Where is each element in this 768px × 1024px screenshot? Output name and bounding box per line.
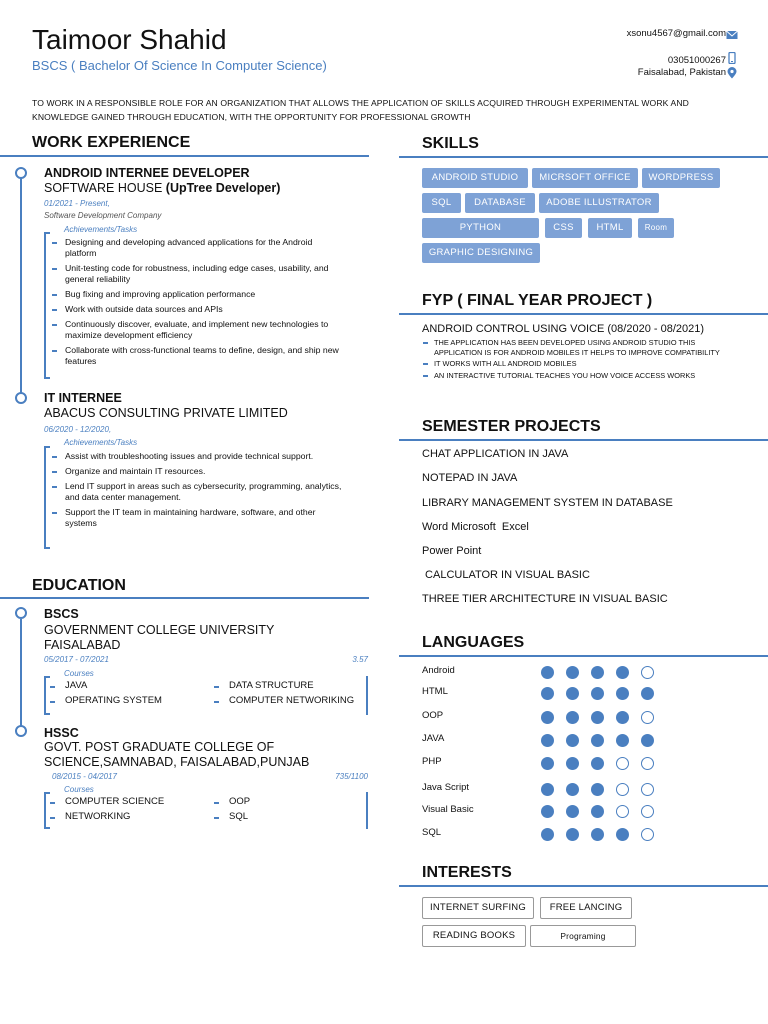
semester-projects-heading: SEMESTER PROJECTS [422, 418, 601, 435]
education-grade: 735/1100 [335, 772, 368, 781]
level-dot-filled [591, 805, 604, 818]
job-company-type: Software Development Company [44, 211, 162, 220]
level-dot-empty [641, 711, 654, 724]
job-title: IT INTERNEE [44, 391, 122, 405]
tasks-label: Achievements/Tasks [64, 438, 138, 447]
semester-project-item: CHAT APPLICATION IN JAVA [422, 448, 569, 460]
task-item: Continuously discover, evaluate, and implement new technologies to maximize development efficiency [46, 319, 346, 341]
language-name: Android [422, 665, 455, 676]
tasks-bracket [44, 446, 360, 549]
interest-tag: INTERNET SURFING [422, 897, 534, 919]
objective-text: TO WORK IN A RESPONSIBLE ROLE FOR AN ORGANIZATION THAT ALLOWS THE APPLICATION OF SKILLS ACQUIRED THROUGH EXPERIMENTAL WORK AND KNOWLEDGE GAINED THROUGH EDUCATION, WITH THE OPPORTUNITY FOR PROFESSIONAL GROWTH [32, 98, 689, 122]
education-timeline-marker [15, 607, 27, 619]
fyp-divider [399, 313, 768, 315]
company-name: SOFTWARE HOUSE [44, 181, 163, 195]
map-pin-icon [726, 67, 738, 79]
skill-tag: DATABASE [465, 193, 535, 213]
level-dot-filled [566, 828, 579, 841]
level-dot-empty [641, 757, 654, 770]
company-name: ABACUS CONSULTING PRIVATE LIMITED [44, 406, 288, 420]
skill-tag: HTML [588, 218, 632, 238]
skill-tag: MICRSOFT OFFICE [532, 168, 638, 188]
level-dot-filled [591, 734, 604, 747]
level-dot-filled [591, 828, 604, 841]
fyp-heading: FYP ( FINAL YEAR PROJECT ) [422, 292, 653, 309]
person-name: Taimoor Shahid [32, 24, 227, 55]
skill-tag: PYTHON [422, 218, 539, 238]
level-dot-filled [591, 687, 604, 700]
language-name: Visual Basic [422, 804, 474, 815]
level-dot-filled [541, 783, 554, 796]
semester-project-item: THREE TIER ARCHITECTURE IN VISUAL BASIC [422, 593, 668, 605]
education-timeline-marker [15, 725, 27, 737]
envelope-icon [726, 29, 738, 41]
language-name: HTML [422, 686, 448, 697]
level-dot-filled [591, 757, 604, 770]
education-dates: 05/2017 - 07/2021 [44, 655, 109, 664]
language-name: Java Script [422, 782, 469, 793]
work-divider [0, 155, 369, 157]
courses-bracket [44, 676, 368, 715]
task-item: Bug fixing and improving application performance [46, 289, 346, 300]
course-item: COMPUTER SCIENCE [46, 796, 164, 807]
level-dot-filled [541, 757, 554, 770]
level-dot-filled [541, 687, 554, 700]
skill-tag: SQL [422, 193, 461, 213]
fyp-point: IT WORKS WITH ALL ANDROID MOBILES [422, 359, 722, 369]
level-dot-filled [616, 828, 629, 841]
interests-divider [399, 885, 768, 887]
level-dot-filled [591, 711, 604, 724]
courses-label: Courses [64, 669, 94, 678]
semester-divider [399, 439, 768, 441]
level-dot-empty [641, 666, 654, 679]
task-item: Assist with troubleshooting issues and provide technical support. [46, 451, 346, 462]
course-item: DATA STRUCTURE [210, 680, 314, 691]
task-item: Lend IT support in areas such as cybersecurity, programming, analytics, and data center management. [46, 481, 346, 503]
task-item: Support the IT team in maintaining hardware, software, and other systems [46, 507, 346, 529]
phone-icon [726, 52, 738, 64]
job-dates: 01/2021 - Present, [44, 199, 110, 208]
task-item: Unit-testing code for robustness, including edge cases, usability, and general reliability [46, 263, 346, 285]
level-dot-filled [591, 666, 604, 679]
skill-tag: Room [638, 218, 674, 238]
level-dot-filled [541, 711, 554, 724]
school-name: GOVT. POST GRADUATE COLLEGE OF SCIENCE,SAMNABAD, FAISALABAD,PUNJAB [44, 740, 310, 769]
level-dot-filled [591, 783, 604, 796]
level-dot-filled [566, 783, 579, 796]
education-divider [0, 597, 369, 599]
level-dot-empty [641, 783, 654, 796]
language-name: PHP [422, 756, 442, 767]
tasks-list [46, 232, 346, 367]
education-timeline-line [20, 619, 22, 729]
language-name: OOP [422, 710, 444, 721]
job-dates: 06/2020 - 12/2020, [44, 425, 112, 434]
level-dot-filled [616, 687, 629, 700]
job-company [44, 181, 280, 195]
level-dot-filled [616, 666, 629, 679]
courses-label: Courses [64, 785, 94, 794]
course-item: COMPUTER NETWORIKING [210, 695, 354, 706]
skill-tag: WORDPRESS [642, 168, 720, 188]
degree-subtitle: BSCS ( Bachelor Of Science In Computer Science) [32, 58, 327, 73]
course-item: SQL [210, 811, 248, 822]
level-dot-filled [641, 734, 654, 747]
email-text[interactable]: xsonu4567@gmail.com [626, 28, 726, 39]
level-dot-filled [616, 734, 629, 747]
semester-project-item: NOTEPAD IN JAVA [422, 472, 518, 484]
level-dot-filled [566, 734, 579, 747]
fyp-point: THE APPLICATION HAS BEEN DEVELOPED USING ANDROID STUDIO THIS APPLICATION IS FOR ANDROID MOBILES IT HELPS TO IMPROVE COMPATIBILITY [422, 338, 722, 357]
fyp-points [422, 338, 722, 380]
skills-heading: SKILLS [422, 135, 479, 152]
level-dot-filled [566, 666, 579, 679]
location-text: Faisalabad, Pakistan [637, 67, 726, 78]
skill-tag: CSS [545, 218, 582, 238]
level-dot-filled [541, 828, 554, 841]
task-item: Designing and developing advanced applications for the Android platform [46, 237, 346, 259]
interest-tag: Programing [530, 925, 636, 947]
task-item: Work with outside data sources and APIs [46, 304, 346, 315]
interest-tag: READING BOOKS [422, 925, 526, 947]
level-dot-filled [566, 757, 579, 770]
level-dot-empty [641, 805, 654, 818]
skill-tag: ADOBE ILLUSTRATOR [539, 193, 659, 213]
skill-tag: GRAPHIC DESIGNING [422, 243, 540, 263]
skills-divider [399, 156, 768, 158]
language-name: SQL [422, 827, 442, 838]
level-dot-filled [566, 687, 579, 700]
work-timeline-marker [15, 167, 27, 179]
semester-project-item: Word Microsoft Excel [422, 521, 529, 533]
level-dot-filled [541, 734, 554, 747]
semester-project-item: Power Point [422, 545, 482, 557]
degree-title: HSSC [44, 726, 79, 740]
interests-heading: INTERESTS [422, 864, 512, 881]
course-item: OPERATING SYSTEM [46, 695, 162, 706]
work-timeline-marker [15, 392, 27, 404]
level-dot-filled [641, 687, 654, 700]
level-dot-filled [541, 805, 554, 818]
languages-divider [399, 655, 768, 657]
level-dot-filled [566, 805, 579, 818]
tasks-bracket [44, 232, 360, 379]
fyp-point: AN INTERACTIVE TUTORIAL TEACHES YOU HOW VOICE ACCESS WORKS [422, 371, 722, 381]
level-dot-empty [616, 757, 629, 770]
course-item: OOP [210, 796, 250, 807]
work-timeline-line [20, 178, 22, 398]
tasks-list [46, 446, 346, 529]
level-dot-empty [641, 828, 654, 841]
interest-tag: FREE LANCING [540, 897, 632, 919]
company-alias: (UpTree Developer) [165, 181, 281, 195]
skill-tag: ANDROID STUDIO [422, 168, 528, 188]
semester-project-item: LIBRARY MANAGEMENT SYSTEM IN DATABASE [422, 497, 673, 509]
course-item: JAVA [46, 680, 87, 691]
education-grade: 3.57 [352, 655, 368, 664]
fyp-project-title: ANDROID CONTROL USING VOICE (08/2020 - 08/2021) [422, 323, 705, 335]
courses-bracket [44, 792, 368, 829]
level-dot-filled [616, 711, 629, 724]
level-dot-filled [541, 666, 554, 679]
task-item: Organize and maintain IT resources. [46, 466, 346, 477]
work-experience-heading: WORK EXPERIENCE [32, 134, 191, 151]
level-dot-empty [616, 805, 629, 818]
course-item: NETWORKING [46, 811, 130, 822]
phone-text: 03051000267 [667, 55, 726, 66]
languages-heading: LANGUAGES [422, 634, 525, 651]
school-name: GOVERNMENT COLLEGE UNIVERSITY FAISALABAD [44, 623, 275, 652]
semester-project-item: CALCULATOR IN VISUAL BASIC [422, 569, 590, 581]
language-name: JAVA [422, 733, 445, 744]
education-dates: 08/2015 - 04/2017 [52, 772, 117, 781]
degree-title: BSCS [44, 607, 79, 621]
tasks-label: Achievements/Tasks [64, 225, 138, 234]
job-title: ANDROID INTERNEE DEVELOPER [44, 166, 250, 180]
education-heading: EDUCATION [32, 577, 126, 594]
level-dot-filled [566, 711, 579, 724]
level-dot-empty [616, 783, 629, 796]
task-item: Collaborate with cross-functional teams to define, design, and ship new features [46, 345, 346, 367]
